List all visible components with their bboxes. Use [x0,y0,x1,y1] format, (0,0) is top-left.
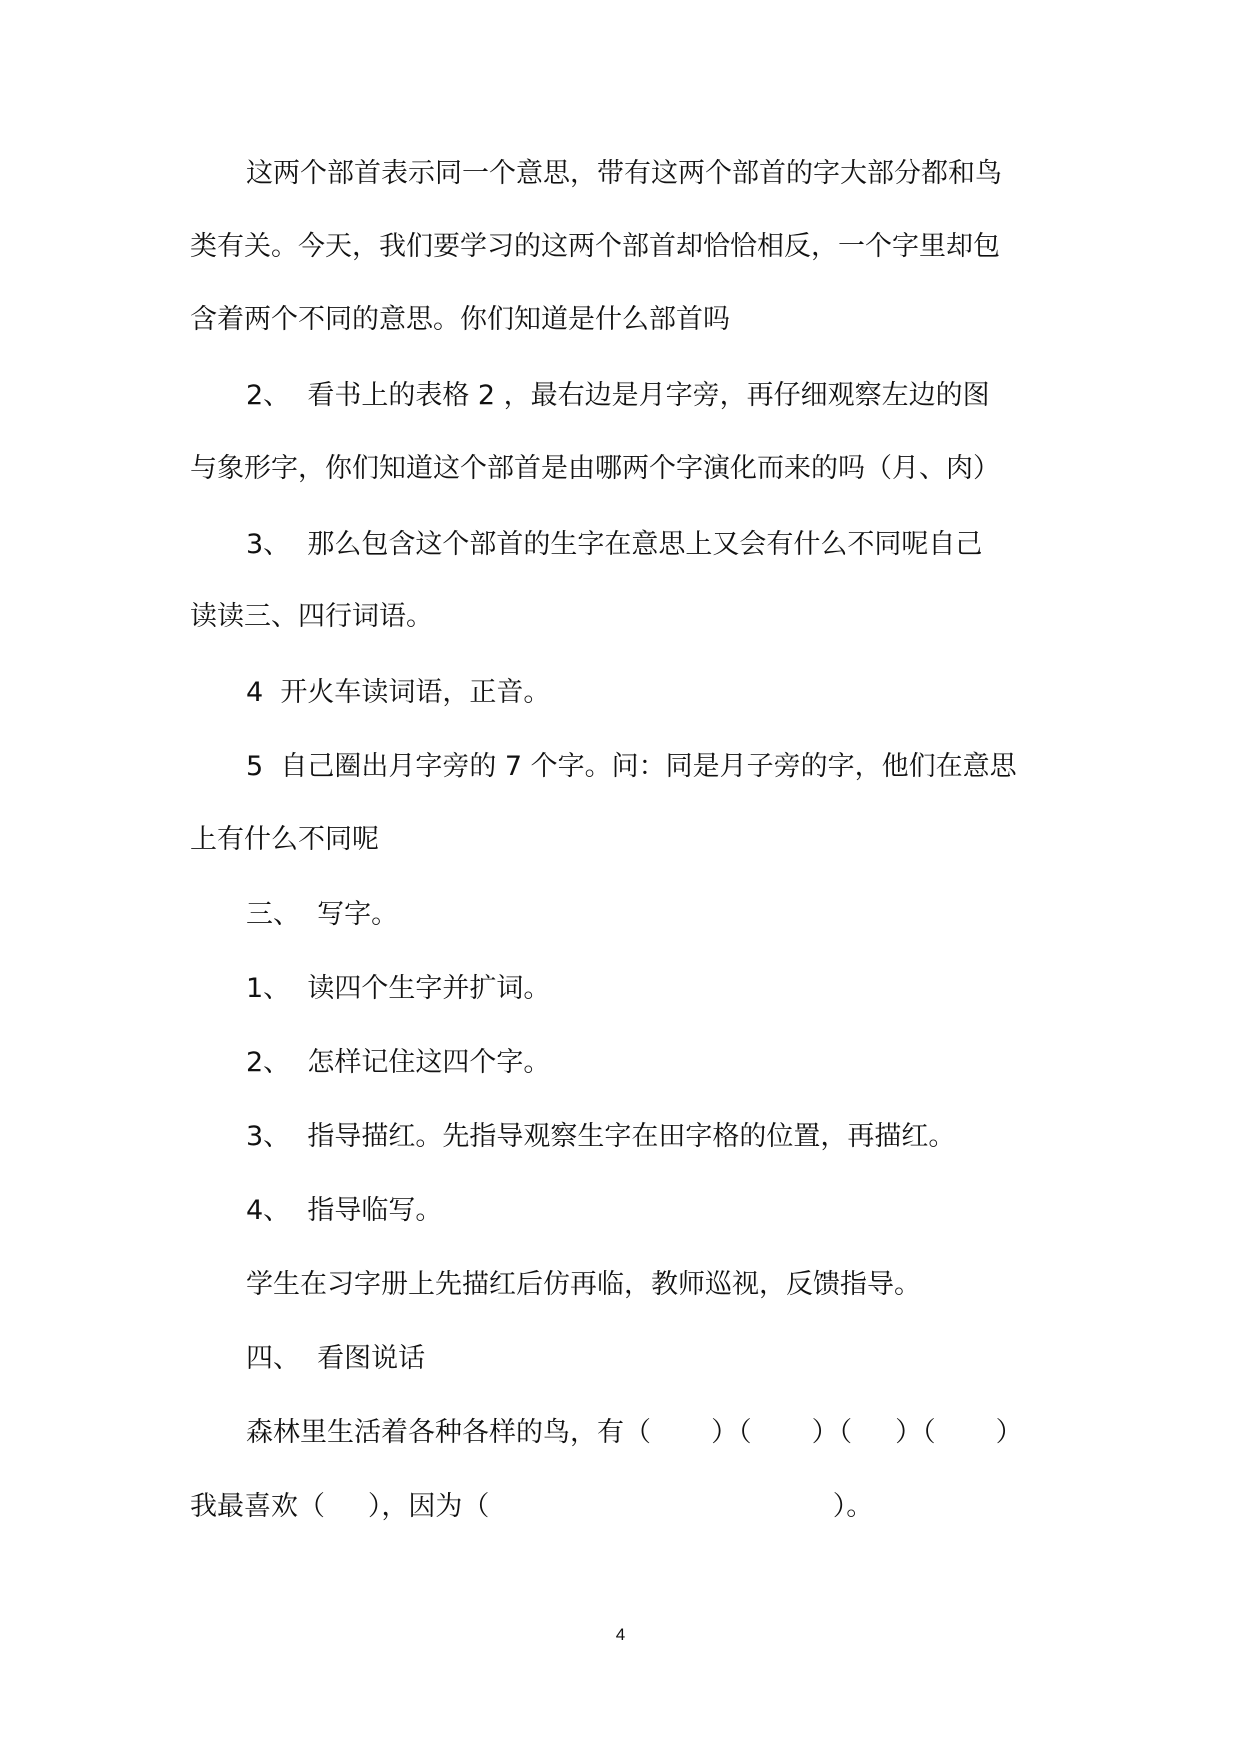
text-line: 上有什么不同呢 [190,824,379,855]
text-line: 与象形字，你们知道这个部首是由哪两个字演化而来的吗（月、肉） [190,453,1000,484]
text-line: 我最喜欢（ ），因为（ ）。 [190,1491,874,1522]
text-line: 学生在习字册上先描红后仿再临，教师巡视，反馈指导。 [246,1269,921,1300]
text-line: 读读三、四行词语。 [190,601,433,632]
text-line: 4 开火车读词语，正音。 [246,677,551,708]
text-line: 类有关。今天，我们要学习的这两个部首却恰恰相反，一个字里却包 [190,231,1000,262]
text-line: 三、 写字。 [246,899,399,930]
text-line: 3、 那么包含这个部首的生字在意思上又会有什么不同呢自己 [246,529,983,560]
text-line: 5 自己圈出月字旁的 7 个字。问：同是月子旁的字，他们在意思 [246,751,1017,782]
text-line: 森林里生活着各种各样的鸟，有（ ）（ ）（ ）（ ） [246,1417,1023,1448]
text-line: 这两个部首表示同一个意思，带有这两个部首的字大部分都和鸟 [246,158,1002,189]
text-line: 2、 看书上的表格 2 ，最右边是月字旁，再仔细观察左边的图 [246,380,990,411]
text-line: 含着两个不同的意思。你们知道是什么部首吗 [190,304,730,335]
text-line: 4、 指导临写。 [246,1195,443,1226]
text-line: 2、 怎样记住这四个字。 [246,1047,551,1078]
text-line: 1、 读四个生字并扩词。 [246,973,551,1004]
text-line: 四、 看图说话 [246,1343,426,1374]
page-number: 4 [615,1625,626,1644]
text-line: 3、 指导描红。先指导观察生字在田字格的位置，再描红。 [246,1121,956,1152]
